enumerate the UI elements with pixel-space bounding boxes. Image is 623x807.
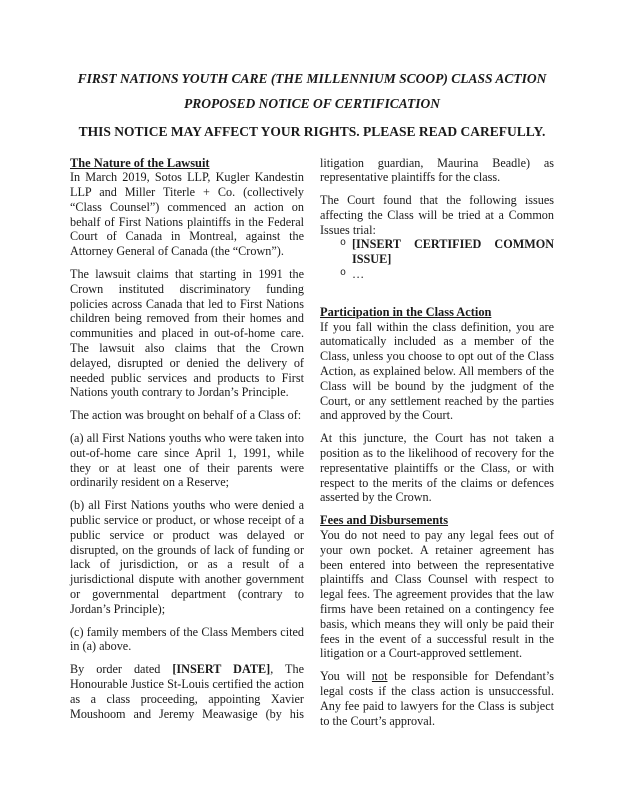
- paragraph-class-item-a-text: (a) all First Nations youths who were taken into out-of-home care since April 1, 1991, while they or at least one of their parents were ordinarily resident on a Reserve;: [70, 431, 304, 490]
- paragraph-fees: [320, 528, 554, 661]
- paragraph-intro-text: In March 2019, Sotos LLP, Kugler Kandestin LLP and Miller Titerle + Co. (collectively “Class Counsel”) commenced an action on behalf of First Nations plaintiffs in the Federal Court of Canada in Montreal, against the Attorney General of Canada (the “Crown”).: [70, 170, 304, 259]
- two-column-body: [70, 156, 554, 729]
- insert-common-issue-placeholder: [INSERT CERTIFIED COMMON ISSUE]: [352, 237, 554, 267]
- section-heading-nature-of-lawsuit: The Nature of the Lawsuit: [70, 155, 210, 170]
- rights-warning: THIS NOTICE MAY AFFECT YOUR RIGHTS. PLEASE READ CAREFULLY.: [78, 124, 546, 139]
- paragraph-fees-text: You do not need to pay any legal fees out of your own pocket. A retainer agreement has been entered into between the representative plaintiffs and Class Counsel with respect to legal fees. The agreement provides that the law firms have been retained on a contingency fee basis, which means they will only be paid their fees in the event of a successful result in the litigation or a Court-approved settlement.: [320, 528, 554, 661]
- circle-bullet-icon: o: [340, 268, 347, 280]
- paragraph-common-issues-text: The Court found that the following issues affecting the Class will be tried at a Common Issues trial:: [320, 193, 554, 237]
- section-heading-fees: Fees and Disbursements: [320, 513, 449, 528]
- bullet-indent: [320, 237, 340, 267]
- paragraph-guardian: [320, 156, 554, 186]
- paragraph-claims: [70, 267, 304, 400]
- document-subtitle: PROPOSED NOTICE OF CERTIFICATION: [184, 95, 440, 111]
- paragraph-class-intro: [70, 408, 304, 423]
- section-heading-participation: Participation in the Class Action: [320, 304, 492, 319]
- order-text-post: , The Honourable Justice St-Louis certified the action as a class proceeding, appointing Xavier Moushoom and Jeremy Meawasige (by his: [70, 662, 304, 721]
- order-text-pre: By order dated: [70, 662, 173, 677]
- document-title: FIRST NATIONS YOUTH CARE (THE MILLENNIUM SCOOP) CLASS ACTION: [77, 71, 547, 86]
- paragraph-class-item-c-text: (c) family members of the Class Members cited in (a) above.: [70, 624, 304, 654]
- circle-bullet-icon: o: [340, 238, 347, 250]
- left-column: [70, 156, 304, 729]
- paragraph-participation-2: [320, 431, 554, 505]
- list-item: [320, 237, 554, 267]
- paragraph-guardian-text: litigation guardian, Maurina Beadle) as representative plaintiffs for the class.: [320, 155, 554, 185]
- paragraph-intro: [70, 170, 304, 259]
- paragraph-class-item-c: [70, 625, 304, 655]
- bullet-indent: [320, 267, 340, 282]
- paragraph-claims-text: The lawsuit claims that starting in 1991 the Crown instituted discriminatory funding policies across Canada that led to First Nations children being removed from their homes and communities and placed in out-of-home care. The lawsuit also claims that the Crown delayed, disrupted or denied the delivery of needed public services and products to First Nations youth contrary to Jordan’s Principle.: [70, 267, 304, 400]
- insert-date-placeholder: [INSERT DATE]: [172, 662, 271, 677]
- paragraph-certification-order: [70, 662, 304, 721]
- costs-text-pre: You will: [320, 669, 372, 684]
- paragraph-participation-1-text: If you fall within the class definition, you are automatically included as a member of the Class, unless you choose to opt out of the Class Action, as explained below. All members of the Class will be bound by the judgment of the Court, or any settlement reached by the parties and approved by the Court.: [320, 319, 554, 423]
- paragraph-participation-2-text: At this juncture, the Court has not taken a position as to the likelihood of recovery for the representative plaintiffs or the Class, or with respect to the merits of the claims or defences asserted by the Crown.: [320, 431, 554, 505]
- paragraph-class-item-b: [70, 498, 304, 616]
- right-column: [320, 156, 554, 729]
- common-issues-list: [320, 237, 554, 281]
- ellipsis-item: …: [352, 267, 365, 282]
- paragraph-common-issues: [320, 193, 554, 237]
- list-item: [320, 267, 554, 282]
- costs-text-post: be responsible for Defendant’s legal costs if the class action is unsuccessful. Any fee paid to lawyers for the Class is subject to the Court’s approval.: [320, 669, 554, 728]
- paragraph-class-item-a: [70, 431, 304, 490]
- paragraph-class-item-b-text: (b) all First Nations youths who were denied a public service or product, or whose receipt of a public service or product was delayed or disrupted, on the grounds of lack of funding or lack of jurisdiction, or as a result of a jurisdictional dispute with another government or governmental department (contrary to Jordan’s Principle);: [70, 498, 304, 616]
- costs-not-underlined: not: [371, 669, 388, 684]
- document-content: [70, 71, 554, 728]
- paragraph-defendant-costs: [320, 669, 554, 728]
- paragraph-participation-1: [320, 320, 554, 424]
- paragraph-class-intro-text: The action was brought on behalf of a Class of:: [70, 408, 302, 423]
